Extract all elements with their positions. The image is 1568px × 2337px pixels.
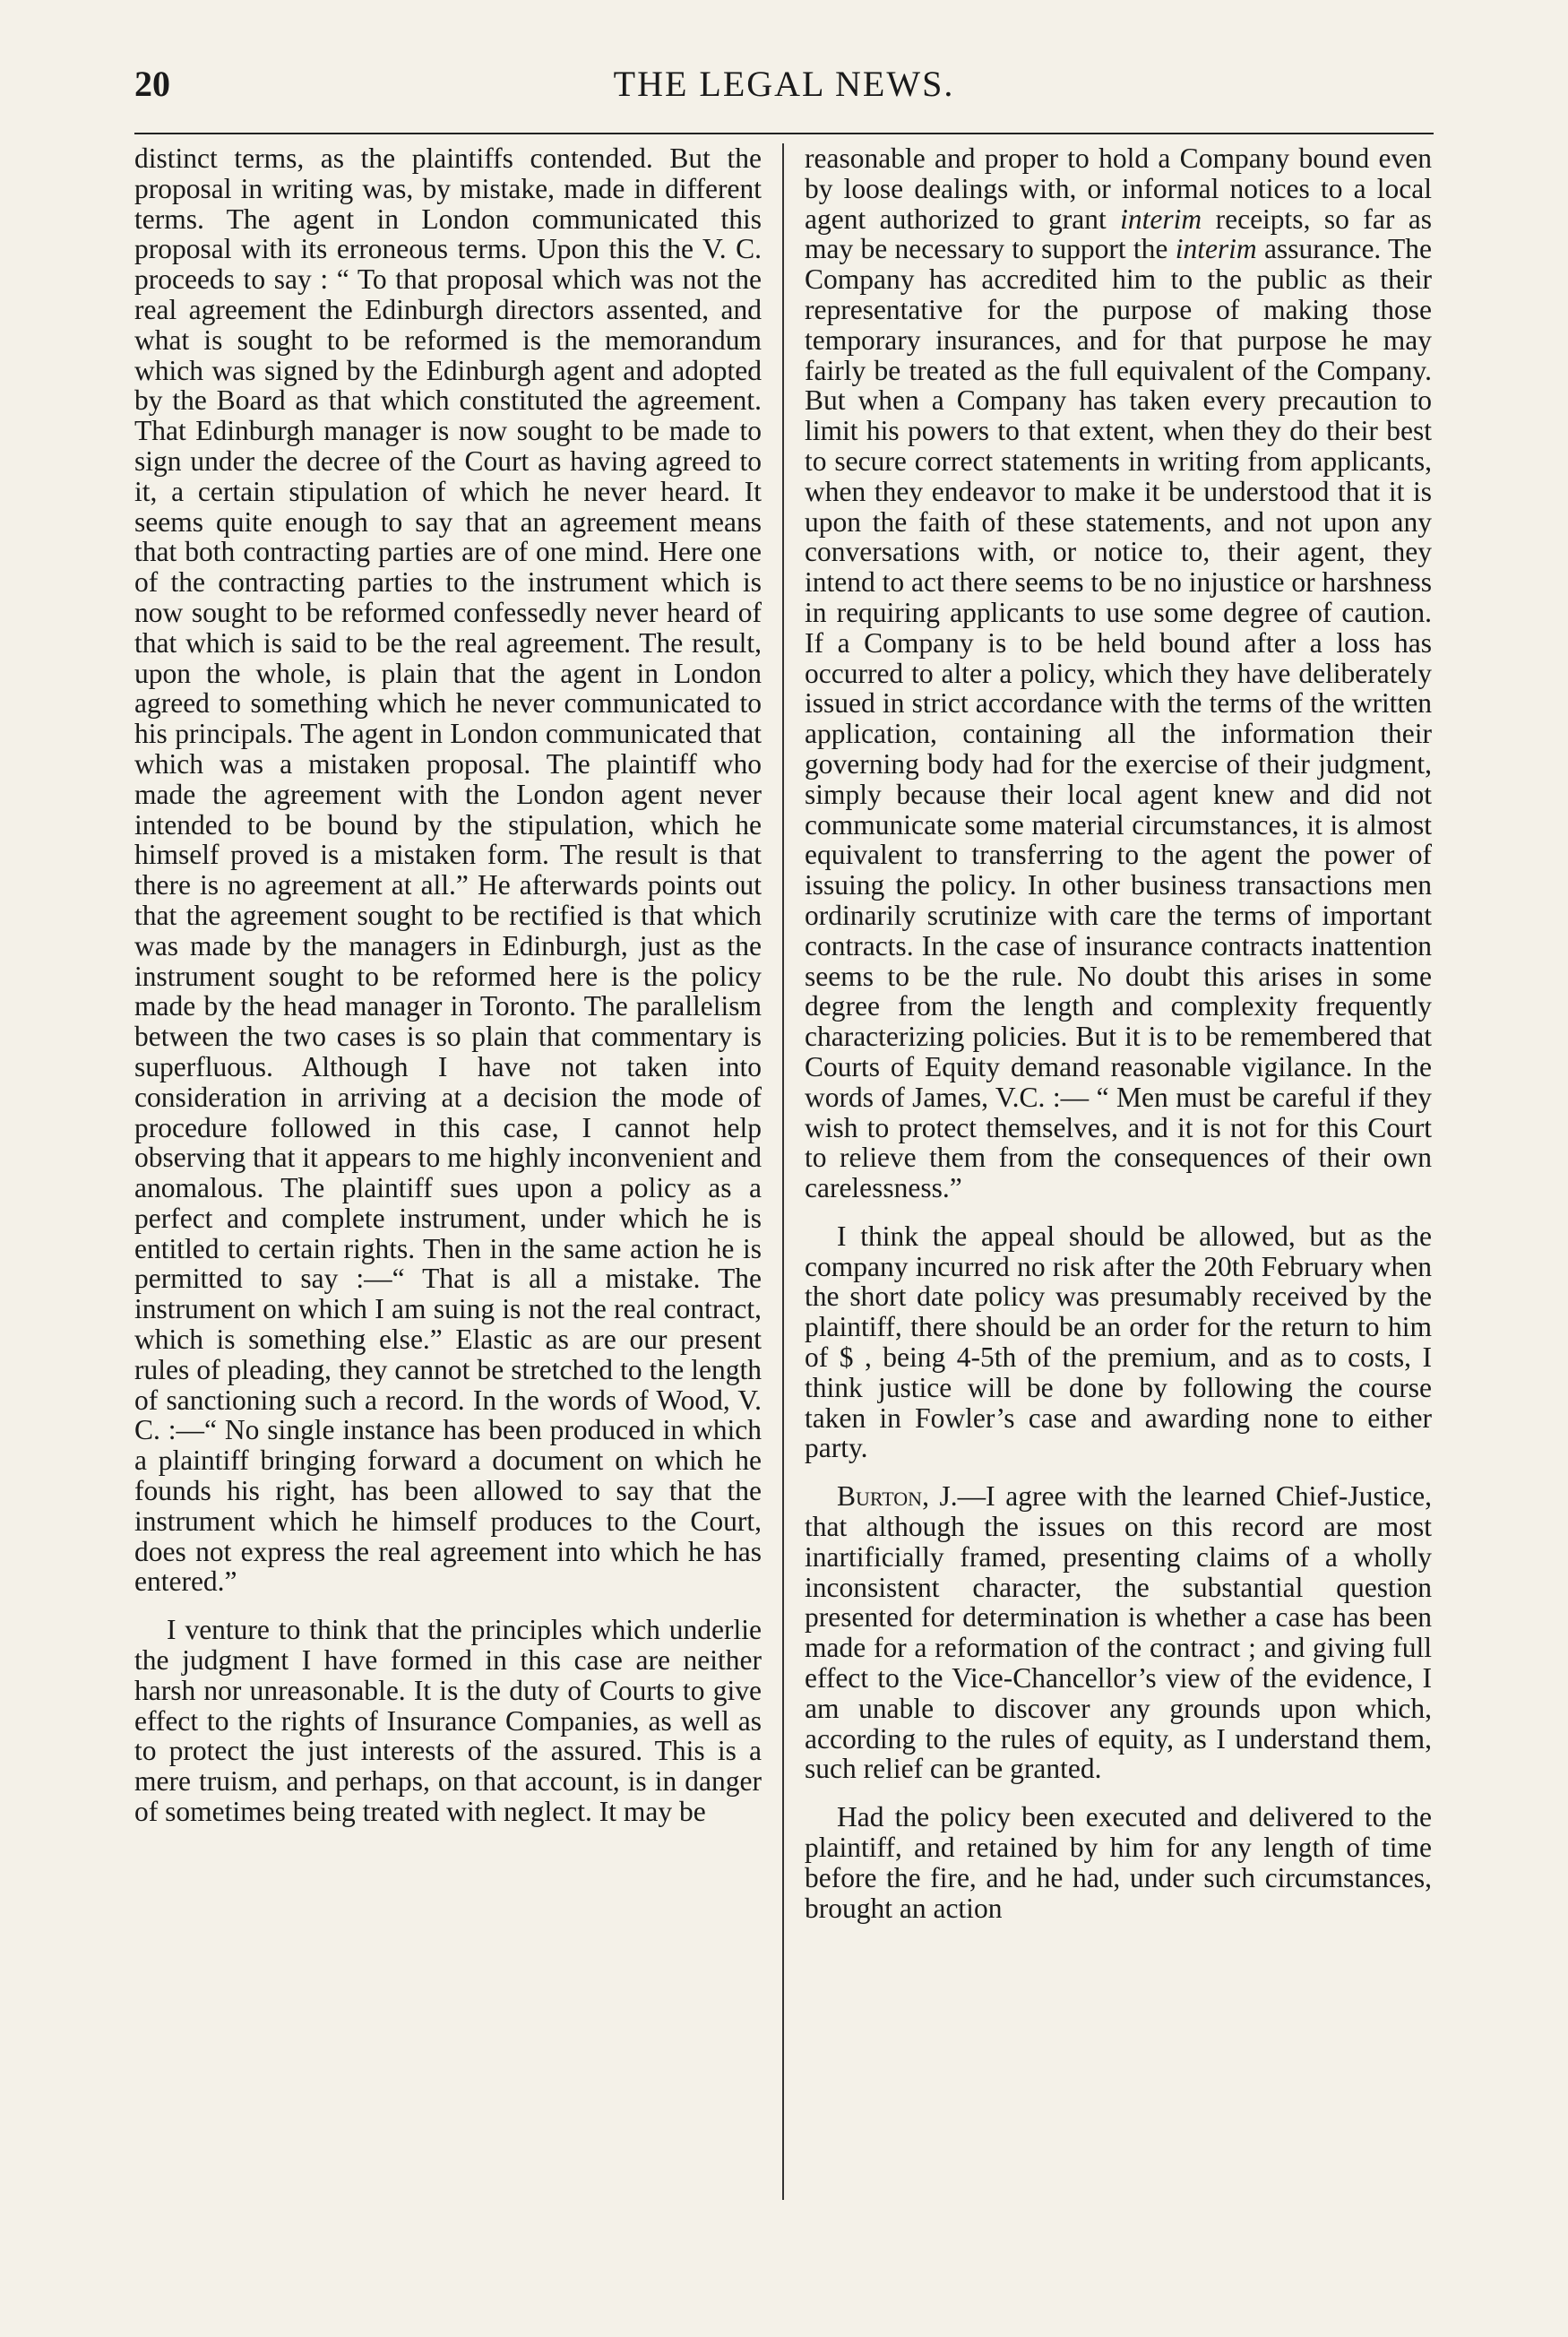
right-paragraph-3 <box>805 1481 1432 1784</box>
right-paragraph-3-text: —I agree with the learned Chief-Justice, that although the issues on this record are most inartificially framed, presenting claims of a wholly inconsistent character, the substantial question presented for determination is whether a case has been made for a reformation of the contract ; and giving full effect to the Vice-Chancellor’s view of the evidence, I am unable to discover any grounds upon which, according to the rules of equity, as I understand them, such relief can be granted. <box>805 1480 1432 1785</box>
left-column <box>134 143 762 1827</box>
right-paragraph-2: I think the appeal should be allowed, but as the company incurred no risk after the 20th February when the short date policy was presumably received by the plaintiff, there should be an order for the return to him of $ , being 4-5th of the premium, and as to costs, I think justice will be done by following the course taken in Fowler’s case and awarding none to either party. <box>805 1220 1432 1464</box>
right-paragraph-1-part-a: reasonable and proper to hold a Company bound even by loose dealings with, or informal notices to a local agent authorized to grant <box>805 142 1432 235</box>
right-paragraph-4: Had the policy been executed and delivered to the plaintiff, and retained by him for any length of time before the fire, and he had, under such circumstances, brought an action <box>805 1801 1432 1924</box>
right-paragraph-1 <box>805 143 1432 1203</box>
header-rule <box>134 133 1434 134</box>
page-header <box>134 63 1434 116</box>
page-number: 20 <box>134 64 170 104</box>
interim-italic-1: interim <box>1120 203 1202 235</box>
interim-italic-2: interim <box>1175 233 1257 265</box>
left-paragraph-2: I venture to think that the principles which underlie the judgment I have formed in this case are neither harsh nor unreasonable. It is the duty of Courts to give effect to the rights of Insurance Companies, as well as to protect the just interests of the assured. This is a mere truism, and perhaps, on that account, is in danger of sometimes being treated with neglect. It may be <box>134 1614 762 1828</box>
left-paragraph-1: distinct terms, as the plaintiffs contended. But the proposal in writing was, by mistake, made in different terms. The agent in London communicated this proposal with its erroneous terms. Upon this the V. C. proceeds to say : “ To that proposal which was not the real agreement the Edinburgh directors assented, and what is sought to be reformed is the memorandum which was signed by the Edinburgh agent and adopted by the Board as that which constituted the agreement. That Edinburgh manager is now sought to be made to sign under the decree of the Court as having agreed to it, a certain stipulation of which he never heard. It seems quite enough to say that an agreement means that both contracting parties are of one mind. Here one of the contracting parties to the instrument which is now sought to be reformed confessedly never heard of that which is said to be the real agreement. The result, upon the whole, is plain that the agent in London agreed to something which he never communicated to his principals. The agent in London communicated that which was a mistaken proposal. The plaintiff who made the agreement with the London agent never intended to be bound by the stipulation, which he himself proved is a mistaken form. The result is that there is no agreement at all.” He afterwards points out that the agreement sought to be rectified is that which was made by the managers in Edinburgh, just as the instrument sought to be reformed here is the policy made by the head manager in Toronto. The parallelism between the two cases is so plain that commentary is superfluous. Although I have not taken into consideration in arriving at a decision the mode of procedure followed in this case, I cannot help observing that it appears to me highly inconvenient and anomalous. The plaintiff sues upon a policy as a perfect and complete instrument, under which he is entitled to certain rights. Then in the same action he is permitted to say :—“ That is all a mistake. The instrument on which I am suing is not the real contract, which is something else.” Elastic as are our present rules of pleading, they cannot be stretched to the length of sanctioning such a record. In the words of Wood, V. C. :—“ No single instance has been produced in which a plaintiff bringing forward a document on which he founds his right, has been allowed to say that the instrument which he himself produces to the Court, does not express the real agreement into which he has entered.” <box>134 142 762 1598</box>
right-column <box>805 143 1432 1923</box>
column-divider <box>782 143 784 2200</box>
judge-name: Burton, J. <box>837 1480 958 1513</box>
right-paragraph-1-part-b: receipts, so far as may be necessary to support the <box>805 203 1432 265</box>
journal-title: THE LEGAL NEWS. <box>613 64 955 104</box>
right-paragraph-1-part-c: assurance. The Company has accredited him to the public as their representative for the purpose of making those temporary insurances, and for that purpose he may fairly be treated as the full equivalent of the Company. But when a Company has taken every precaution to limit his powers to that extent, when they do their best to secure correct statements in writing from applicants, when they endeavor to make it be understood that it is upon the faith of these statements, and not upon any conversations with, or notice to, their agent, they intend to act there seems to be no injustice or harshness in requiring applicants to use some degree of caution. If a Company is to be held bound after a loss has occurred to alter a policy, which they have deliberately issued in strict accordance with the terms of the written application, containing all the information their governing body had for the exercise of their judgment, simply because their local agent knew and did not communicate some material circumstances, it is almost equivalent to transferring to the agent the power of issuing the policy. In other business transactions men ordinarily scrutinize with care the terms of important contracts. In the case of insurance contracts inattention seems to be the rule. No doubt this arises in some degree from the length and complexity frequently characterizing policies. But it is to be remembered that Courts of Equity demand reasonable vigilance. In the words of James, V.C. :— “ Men must be careful if they wish to protect themselves, and it is not for this Court to relieve them from the consequences of their own carelessness.” <box>805 233 1433 1204</box>
